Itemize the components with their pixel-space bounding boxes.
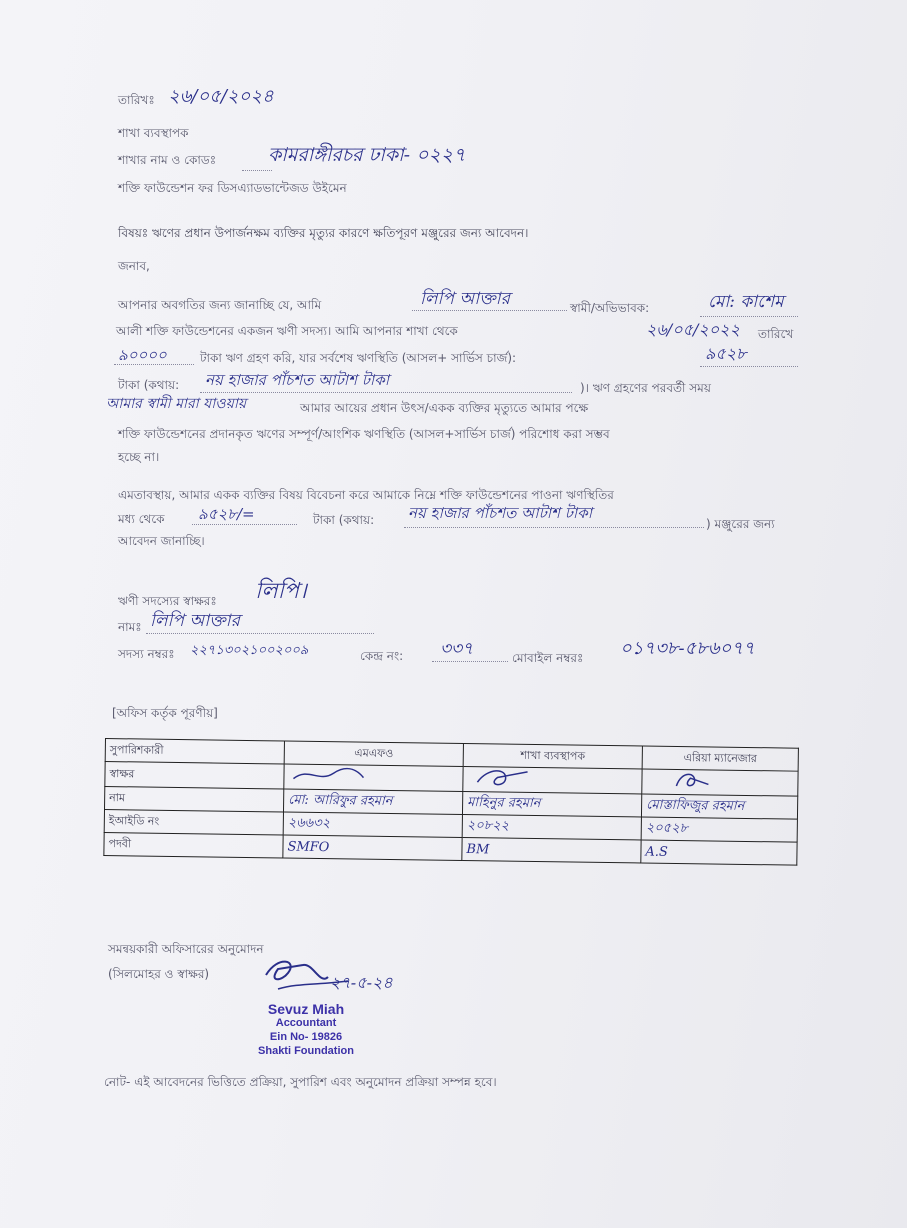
approver-sign-date: ২৭-৫-২৪ xyxy=(330,973,393,992)
center-label: কেন্দ্র নং: xyxy=(360,649,404,663)
member-label: সদস্য নম্বরঃ xyxy=(118,647,175,661)
mobile-value: ০১৭৩৮-৫৮৬০৭৭ xyxy=(620,638,755,659)
org-line: শক্তি ফাউন্ডেশন ফর ডিসএ্যাডভান্টেজড উইমেন xyxy=(118,181,347,195)
guardian-name: মো: কাশেম xyxy=(708,292,784,312)
table-row-label: নাম xyxy=(105,787,284,812)
signature-cell xyxy=(284,764,463,791)
branch-underline xyxy=(242,170,272,171)
table-cell: BM xyxy=(462,837,641,862)
p2-text-a: এমতাবস্থায়, আমার একক ব্যক্তির বিষয় বিবেচনা করে আমাকে নিম্নে শক্তি ফাউন্ডেশনের পাওনা ঋণস্থিতির xyxy=(118,488,614,502)
borrower-name: লিপি আক্তার xyxy=(420,289,510,309)
member-value: ২২৭১৩০২১০০২০০৯ xyxy=(190,643,309,658)
p2-text-c: টাকা (কথায়: xyxy=(313,513,375,527)
table-cell: মোস্তাফিজুর রহমান xyxy=(641,794,797,819)
stamp-title: Accountant xyxy=(275,1017,337,1029)
recommendation-table xyxy=(103,738,799,866)
loan-amount-underline xyxy=(114,364,194,365)
table-cell: মো: আরিফুর রহমান xyxy=(283,789,462,814)
signature-mark xyxy=(646,770,726,791)
table-row-label: পদবী xyxy=(104,832,283,857)
table-cell: মাহিনুর রহমান xyxy=(462,792,641,817)
subject-line: বিষয়ঃ ঋণের প্রধান উপার্জনক্ষম ব্যক্তির মৃত্যুর কারণে ক্ষতিপূরণ মঞ্জুরের জন্য আবেদন। xyxy=(118,226,529,240)
table-cell: A.S xyxy=(641,840,797,865)
p2-text-b: মধ্য থেকে xyxy=(118,512,165,526)
loan-amount: ৯০০০০ xyxy=(118,346,167,364)
table-row-label: স্বাক্ষর xyxy=(105,762,284,789)
borrower-name-underline xyxy=(412,310,567,311)
signature-mark xyxy=(467,767,547,788)
to-line: শাখা ব্যবস্থাপক xyxy=(118,126,189,140)
footer-note: নোট- এই আবেদনের ভিত্তিতে প্রক্রিয়া, সুপারিশ এবং অনুমোদন প্রক্রিয়া সম্পন্ন হবে। xyxy=(104,1075,497,1089)
waiver-words-underline xyxy=(404,527,704,528)
applicant-name-label: নামঃ xyxy=(118,620,142,634)
signature-mark xyxy=(288,765,368,786)
date-value: ২৬/০৫/২০২৪ xyxy=(168,86,274,107)
table-cell: SMFO xyxy=(283,835,462,860)
applicant-signature: লিপি। xyxy=(255,579,307,604)
table-row-label: ইআইডি নং xyxy=(104,810,283,835)
signature-cell xyxy=(642,769,798,796)
loan-date: ২৬/০৫/২০২২ xyxy=(646,320,740,339)
balance-underline xyxy=(700,366,798,367)
waiver-words: নয় হাজার পাঁচশত আটাশ টাকা xyxy=(408,504,593,522)
applicant-name-value: লিপি আক্তার xyxy=(150,611,240,631)
p1-text-i: শক্তি ফাউন্ডেশনের প্রদানকৃত ঋণের সম্পূর্ণ/আংশিক ঋণস্থিতি (আসল+সার্ভিস চার্জ) পরিশোধ করা সম্ভব xyxy=(118,427,610,441)
p1-text-d: তারিখে xyxy=(758,327,794,341)
table-cell: ২০৮২২ xyxy=(462,814,641,839)
table-cell: ২০৫২৮ xyxy=(641,817,797,842)
table-header-cell: এরিয়া ম্যানেজার xyxy=(642,746,798,771)
p1-text-b: স্বামী/অভিভাবক: xyxy=(570,301,650,315)
applicant-name-underline xyxy=(146,633,374,634)
cause-text: আমার স্বামী মারা যাওয়ায় xyxy=(106,396,247,412)
p1-text-g: )। ঋণ গ্রহণের পরবর্তী সময় xyxy=(580,381,711,395)
date-label: তারিখঃ xyxy=(118,93,155,107)
p1-text-f: টাকা (কথায়: xyxy=(118,378,180,392)
balance-words-underline xyxy=(200,392,572,393)
applicant-sign-label: ঋণী সদস্যের স্বাক্ষরঃ xyxy=(118,594,217,608)
guardian-underline xyxy=(700,316,798,317)
salutation: জনাব, xyxy=(118,259,150,273)
waiver-amount-underline xyxy=(192,524,297,525)
branch-label: শাখার নাম ও কোডঃ xyxy=(118,153,217,167)
balance-words: নয় হাজার পাঁচশত আটাশ টাকা xyxy=(205,371,390,389)
table-header-cell: সুপারিশকারী xyxy=(105,739,284,764)
stamp-ein: Ein No- 19826 xyxy=(269,1031,343,1043)
stamp-org: Shakti Foundation xyxy=(258,1045,354,1057)
table-header-cell: এমএফও xyxy=(284,741,463,766)
center-underline xyxy=(432,661,508,662)
table-cell: ২৬৬৩২ xyxy=(283,812,462,837)
signature-cell xyxy=(463,767,642,794)
p2-text-d: ) মঞ্জুরের জন্য xyxy=(706,517,775,531)
approver-line: সমন্বয়কারী অফিসারের অনুমোদন xyxy=(108,942,264,956)
p1-text-j: হচ্ছে না। xyxy=(118,450,160,464)
stamp-name: Sevuz Miah xyxy=(267,1001,345,1017)
p2-text-e: আবেদন জানাচ্ছি। xyxy=(118,534,205,548)
office-use-label: [অফিস কর্তৃক পূরণীয়] xyxy=(112,706,218,720)
waiver-amount: ৯৫২৮/= xyxy=(198,505,255,523)
accountant-stamp xyxy=(226,1002,386,1058)
approver-sub: (সিলমোহর ও স্বাক্ষর) xyxy=(108,967,210,981)
p1-text-c: আলী শক্তি ফাউন্ডেশনের একজন ঋণী সদস্য। আমি আপনার শাখা থেকে xyxy=(116,324,458,338)
balance-value: ৯৫২৮ xyxy=(705,344,747,363)
p1-text-a: আপনার অবগতির জন্য জানাচ্ছি যে, আমি xyxy=(118,298,322,312)
p1-text-e: টাকা ঋণ গ্রহণ করি, যার সর্বশেষ ঋণস্থিতি (আসল+ সার্ভিস চার্জ): xyxy=(200,351,517,365)
branch-value: কামরাঙ্গীরচর ঢাকা- ০২২৭ xyxy=(268,144,466,166)
table-header-cell: শাখা ব্যবস্থাপক xyxy=(463,744,642,769)
p1-text-h: আমার আয়ের প্রধান উৎস/একক ব্যক্তির মৃত্যুতে আমার পক্ষে xyxy=(300,401,589,415)
mobile-label: মোবাইল নম্বরঃ xyxy=(512,651,584,665)
center-value: ৩৩৭ xyxy=(440,639,474,659)
